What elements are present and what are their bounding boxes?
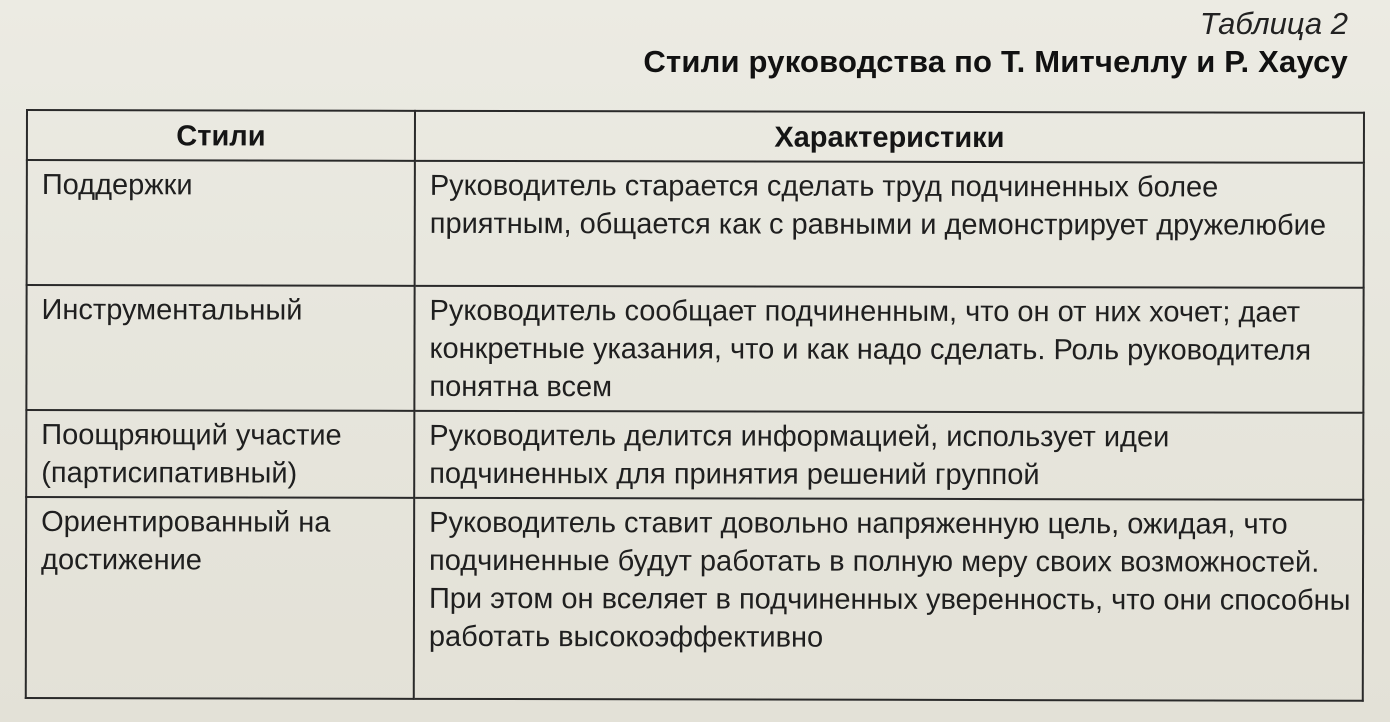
style-cell: Инструментальный (26, 285, 414, 411)
style-cell: Ориентированный на достижение (26, 497, 414, 699)
table-row (26, 410, 1363, 500)
style-cell: Поддержки (27, 160, 415, 286)
description-cell: Руководитель сообщает подчиненным, что он от них хочет; дает конкретные указания, что и как надо сделать. Роль руководителя понятна всем (414, 286, 1363, 413)
column-header-characteristics: Характеристики (415, 111, 1364, 163)
description-cell: Руководитель ставит довольно напряженную цель, ожидая, что подчиненные будут работать в полную меру своих возможностей. При этом он вселяет в подчиненных уверенность, что они способны работать высокоэффективно (414, 498, 1363, 701)
column-header-styles: Стили (27, 110, 415, 161)
table-number: Таблица 2 (1199, 6, 1348, 41)
table-header-row (27, 110, 1364, 163)
table-row (26, 285, 1363, 413)
description-cell: Руководитель делится информацией, использует идеи подчиненных для принятия решений группой (414, 411, 1363, 500)
table-row (26, 497, 1363, 701)
description-cell: Руководитель старается сделать труд подчиненных более приятным, общается как с равными и демонстрирует дружелюбие (415, 161, 1364, 288)
style-cell: Поощряющий участие (партисипативный) (26, 410, 414, 498)
leadership-styles-table (25, 109, 1365, 702)
table-row (27, 160, 1364, 288)
table-title: Стили руководства по Т. Митчеллу и Р. Хаусу (643, 44, 1348, 79)
